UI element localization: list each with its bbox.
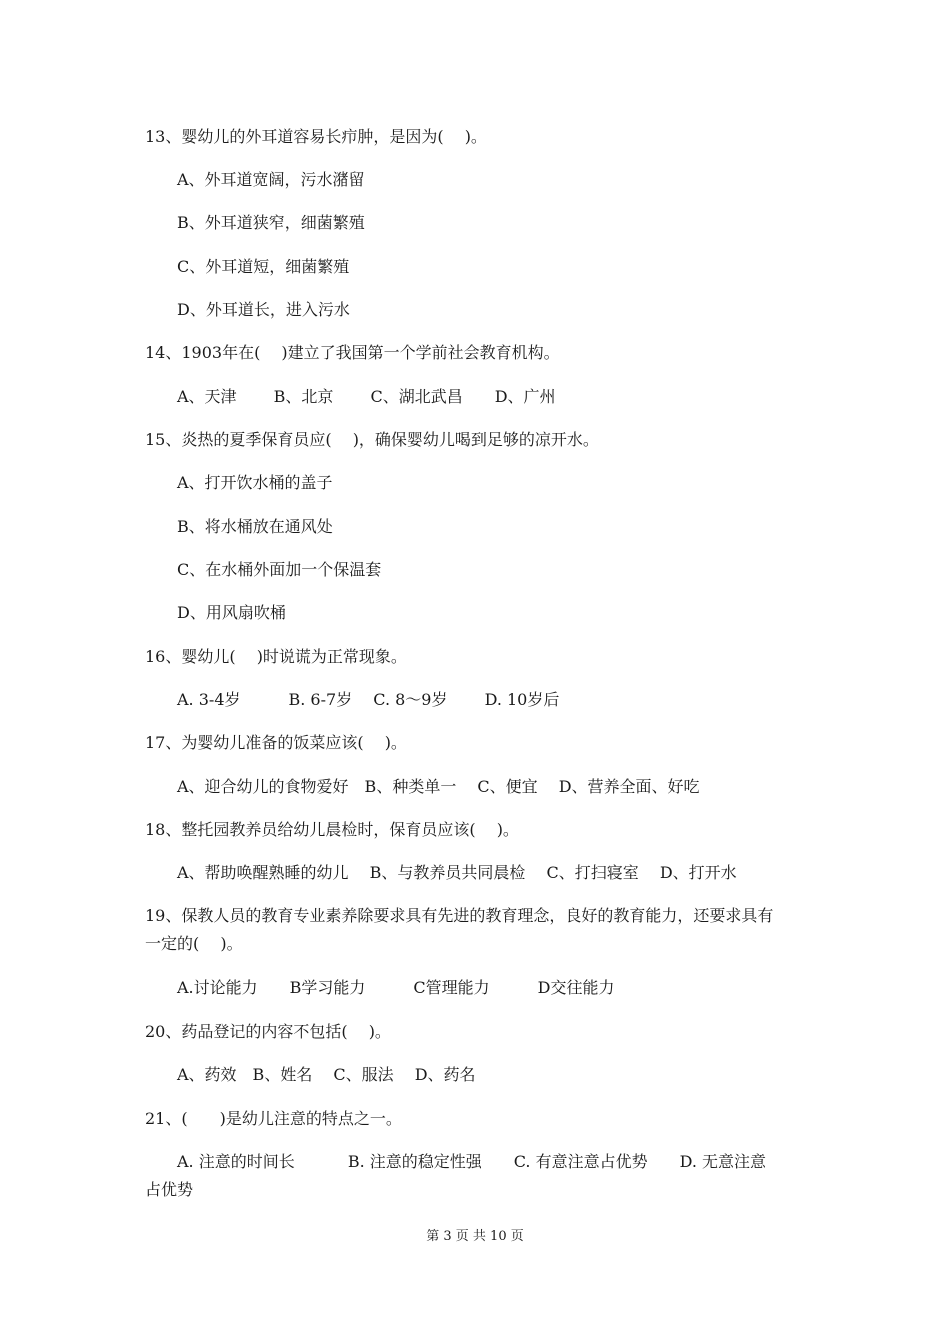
- option-13-a: A、外耳道宽阔，污水潴留: [177, 170, 365, 189]
- question-16: 16、婴幼儿( )时说谎为正常现象。: [145, 647, 407, 666]
- option-15-a: A、打开饮水桶的盖子: [177, 473, 333, 492]
- question-19: 19、保教人员的教育专业素养除要求具有先进的教育理念，良好的教育能力，还要求具有: [145, 906, 774, 925]
- options-21-cont: 占优势: [145, 1180, 194, 1199]
- question-15: 15、炎热的夏季保育员应( )，确保婴幼儿喝到足够的凉开水。: [145, 430, 599, 449]
- option-15-b: B、将水桶放在通风处: [177, 517, 333, 536]
- question-19-cont: 一定的( )。: [145, 934, 243, 953]
- question-21: 21、( )是幼儿注意的特点之一。: [145, 1109, 402, 1128]
- options-16: A. 3-4岁 B. 6-7岁 C. 8～9岁 D. 10岁后: [177, 690, 560, 709]
- page-footer: 第 3 页 共 10 页: [426, 1229, 524, 1244]
- options-20: A、药效 B、姓名 C、服法 D、药名: [177, 1065, 476, 1084]
- question-18: 18、整托园教养员给幼儿晨检时，保育员应该( )。: [145, 820, 519, 839]
- option-13-b: B、外耳道狭窄，细菌繁殖: [177, 213, 365, 232]
- options-14: A、天津 B、北京 C、湖北武昌 D、广州: [177, 387, 556, 406]
- options-18: A、帮助唤醒熟睡的幼儿 B、与教养员共同晨检 C、打扫寝室 D、打开水: [177, 863, 737, 882]
- options-21: A. 注意的时间长 B. 注意的稳定性强 C. 有意注意占优势 D. 无意注意: [177, 1152, 767, 1171]
- options-17: A、迎合幼儿的食物爱好 B、种类单一 C、便宜 D、营养全面、好吃: [177, 777, 700, 796]
- option-13-c: C、外耳道短，细菌繁殖: [177, 257, 350, 276]
- question-13: 13、婴幼儿的外耳道容易长疖肿，是因为( )。: [145, 127, 487, 146]
- options-19: A.讨论能力 B学习能力 C管理能力 D交往能力: [177, 978, 615, 997]
- option-15-d: D、用风扇吹桶: [177, 603, 286, 622]
- option-13-d: D、外耳道长，进入污水: [177, 300, 350, 319]
- option-15-c: C、在水桶外面加一个保温套: [177, 560, 382, 579]
- question-14: 14、1903年在( )建立了我国第一个学前社会教育机构。: [145, 343, 560, 362]
- question-20: 20、药品登记的内容不包括( )。: [145, 1022, 391, 1041]
- question-17: 17、为婴幼儿准备的饭菜应该( )。: [145, 733, 407, 752]
